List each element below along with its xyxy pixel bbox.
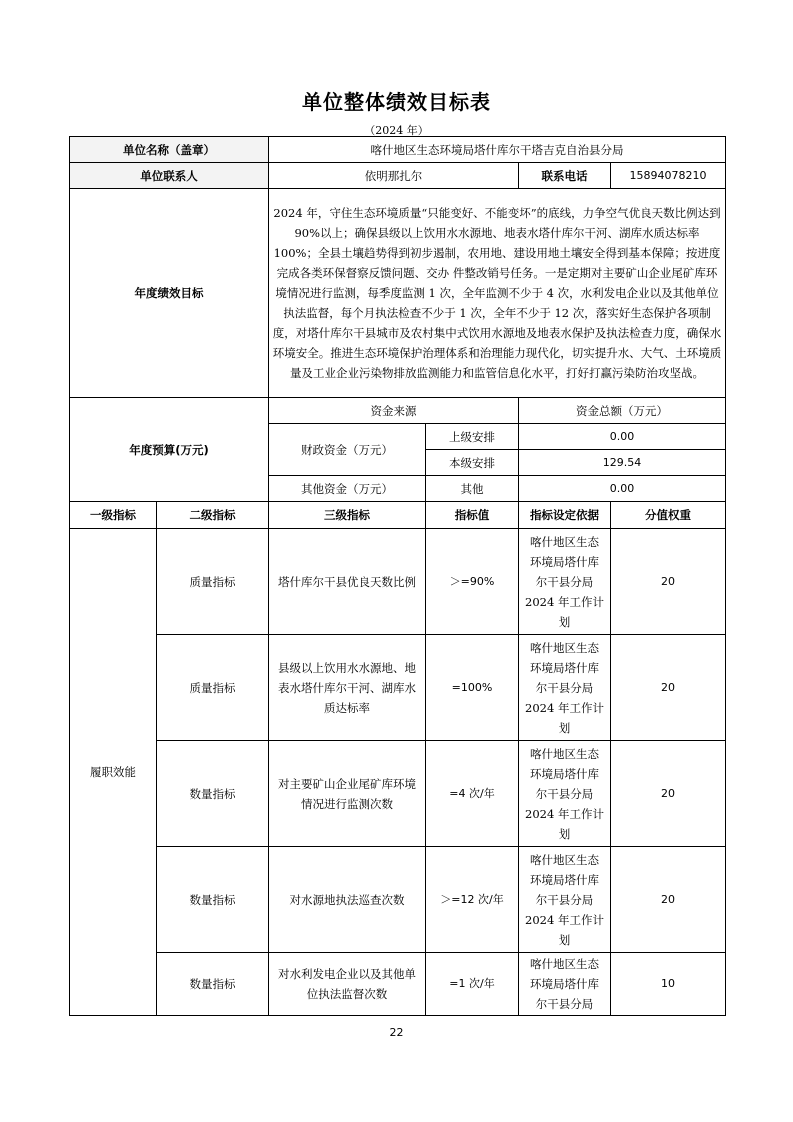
goal-text: 2024 年，守住生态环境质量“只能变好、不能变坏”的底线，力争空气优良天数比例达到 90%以上；确保县级以上饮用水水源地、地表水塔什库尔干河、湖库水质达标率 100%；全县土壤趋势得到初步遏制，农用地、建设用地土壤安全得到基本保障；按进度完成各类环保督察反馈问题、交办 件整改销号任务。一是定期对主要矿山企业尾矿库环境情况进行监测，每季度监测 1 次，全年监测不少于 4 次，水利发电企业以及其他单位执法监督，每个月执法检查不少于 1 次，全年不少于 12 次，落实好生态保护各项制度，对塔什库尔干县城市及农村集中式饮用水源地及地表水保护及执法检查力度，确保水环境安全。推进生态环境保护治理体系和治理能力现代化，切实提升水、大气、土环境质量及工业企业污染物排放监测能力和监管信息化水平，打好打赢污染防治攻坚战。 (269, 189, 726, 398)
other-funds-value: 0.00 (519, 476, 726, 502)
indicator-basis: 喀什地区生态 环境局塔什库 尔干县分局 2024 年工作计 划 (519, 847, 611, 953)
indicator-weight: 20 (611, 847, 726, 953)
local-arrangement-value: 129.54 (519, 450, 726, 476)
level2-indicator: 数量指标 (157, 847, 269, 953)
indicator-basis: 喀什地区生态 环境局塔什库 尔干县分局 2024 年工作计 划 (519, 635, 611, 741)
unit-name-value: 喀什地区生态环境局塔什库尔干塔吉克自治县分局 (269, 137, 726, 163)
header-level2: 二级指标 (157, 502, 269, 529)
indicator-basis: 喀什地区生态 环境局塔什库 尔干县分局 (519, 953, 611, 1016)
table-year: （2024 年） (364, 124, 429, 137)
level3-indicator: 对水利发电企业以及其他单 位执法监督次数 (269, 953, 426, 1016)
level3-indicator: 对水源地执法巡查次数 (269, 847, 426, 953)
indicator-value: =100% (426, 635, 519, 741)
header-level3: 三级指标 (269, 502, 426, 529)
phone-value: 15894078210 (611, 163, 726, 189)
indicator-value: =1 次/年 (426, 953, 519, 1016)
unit-name-label: 单位名称（盖章） (70, 137, 269, 163)
level2-indicator: 质量指标 (157, 635, 269, 741)
level3-indicator: 县级以上饮用水水源地、地 表水塔什库尔干河、湖库水 质达标率 (269, 635, 426, 741)
page-number: 22 (389, 1026, 404, 1039)
other-funds-label: 其他资金（万元） (269, 476, 426, 502)
indicator-weight: 20 (611, 529, 726, 635)
table-row (70, 953, 726, 1016)
header-level1: 一级指标 (70, 502, 157, 529)
budget-label: 年度预算(万元) (70, 398, 269, 502)
header-value: 指标值 (426, 502, 519, 529)
upper-arrangement-value: 0.00 (519, 424, 726, 450)
indicator-basis: 喀什地区生态 环境局塔什库 尔干县分局 2024 年工作计 划 (519, 741, 611, 847)
upper-arrangement-label: 上级安排 (426, 424, 519, 450)
fiscal-funds-label: 财政资金（万元） (269, 424, 426, 476)
indicator-value: ＞=90% (426, 529, 519, 635)
page-title: 单位整体绩效目标表 (302, 90, 491, 114)
indicator-value: ＞=12 次/年 (426, 847, 519, 953)
indicator-weight: 20 (611, 741, 726, 847)
level3-indicator: 对主要矿山企业尾矿库环境 情况进行监测次数 (269, 741, 426, 847)
header-basis: 指标设定依据 (519, 502, 611, 529)
phone-label: 联系电话 (519, 163, 611, 189)
table-row (70, 847, 726, 953)
level2-indicator: 质量指标 (157, 529, 269, 635)
level2-indicator: 数量指标 (157, 741, 269, 847)
level3-indicator: 塔什库尔干县优良天数比例 (269, 529, 426, 635)
header-weight: 分值权重 (611, 502, 726, 529)
table-row (70, 529, 726, 635)
budget-total-header: 资金总额（万元） (519, 398, 726, 424)
other-funds-sublabel: 其他 (426, 476, 519, 502)
table-row (70, 741, 726, 847)
table-row (70, 635, 726, 741)
indicator-weight: 20 (611, 635, 726, 741)
indicator-basis: 喀什地区生态 环境局塔什库 尔干县分局 2024 年工作计 划 (519, 529, 611, 635)
contact-label: 单位联系人 (70, 163, 269, 189)
indicator-header-row (70, 502, 726, 529)
goal-label: 年度绩效目标 (70, 189, 269, 398)
level2-indicator: 数量指标 (157, 953, 269, 1016)
local-arrangement-label: 本级安排 (426, 450, 519, 476)
indicator-weight: 10 (611, 953, 726, 1016)
budget-source-header: 资金来源 (269, 398, 519, 424)
level1-indicator: 履职效能 (70, 529, 157, 1016)
indicator-value: =4 次/年 (426, 741, 519, 847)
contact-name: 依明那扎尔 (269, 163, 519, 189)
performance-table (69, 136, 726, 1016)
